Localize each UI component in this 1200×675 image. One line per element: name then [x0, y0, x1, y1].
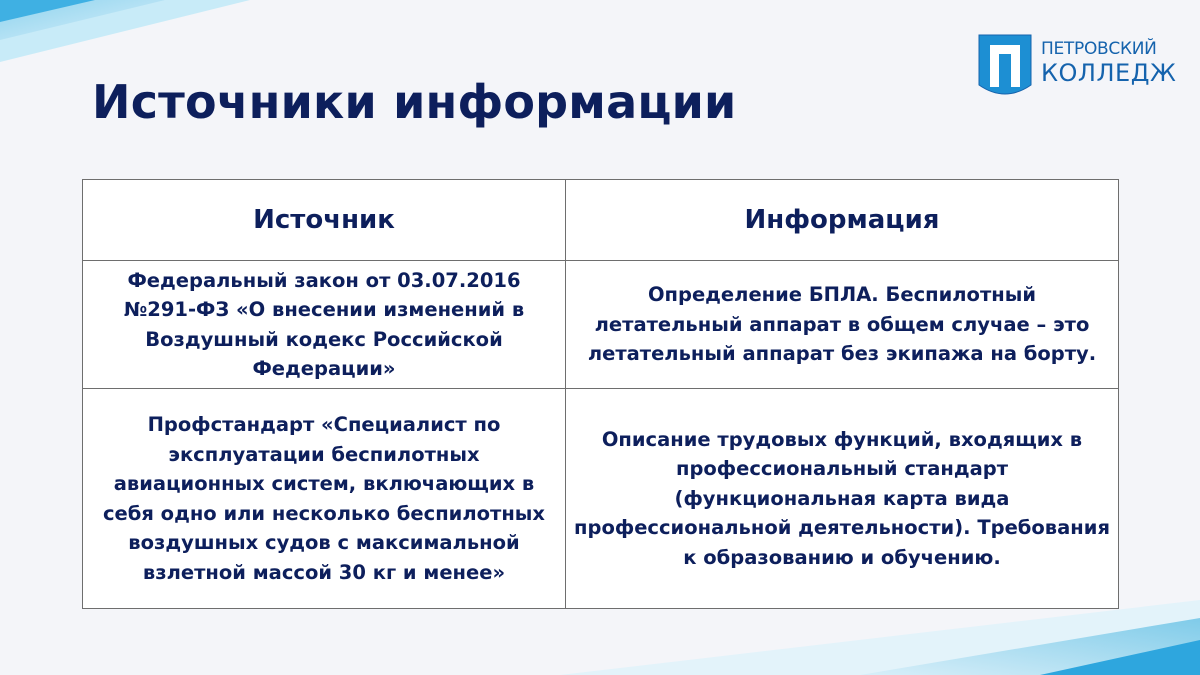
corner-shape-bottom-right	[560, 600, 1200, 675]
table-header-row	[83, 180, 1119, 261]
corner-shape-top-left-2	[0, 0, 165, 40]
header-source: Источник	[83, 180, 566, 261]
table-cell-source: Профстандарт «Специалист по эксплуатации беспилотных авиационных систем, включающих в себя одно или несколько беспилотных воздушных судов с максимальной взлетной массой 30 кг и менее»	[83, 389, 566, 609]
page-title: Источники информации	[92, 75, 737, 129]
corner-shape-bottom-right-2	[860, 618, 1200, 675]
corner-shape-bottom-right-3	[1040, 640, 1200, 675]
logo-line-1: ПЕТРОВСКИЙ	[1041, 39, 1157, 59]
logo-line-2: КОЛЛЕДЖ	[1041, 59, 1177, 87]
table-cell-info: Определение БПЛА. Беспилотный летательный аппарат в общем случае – это летательный аппарат без экипажа на борту.	[566, 261, 1119, 389]
corner-shape-top-left-3	[0, 0, 95, 22]
shield-icon	[977, 33, 1033, 105]
sources-table	[82, 179, 1119, 609]
table-row	[83, 389, 1119, 609]
corner-shape-top-left	[0, 0, 250, 62]
college-logo	[977, 33, 1177, 107]
table-cell-source: Федеральный закон от 03.07.2016 №291-ФЗ «О внесении изменений в Воздушный кодекс Российской Федерации»	[83, 261, 566, 389]
header-information: Информация	[566, 180, 1119, 261]
table-cell-info: Описание трудовых функций, входящих в профессиональный стандарт (функциональная карта вида профессиональной деятельности). Требования к образованию и обучению.	[566, 389, 1119, 609]
table-row	[83, 261, 1119, 389]
